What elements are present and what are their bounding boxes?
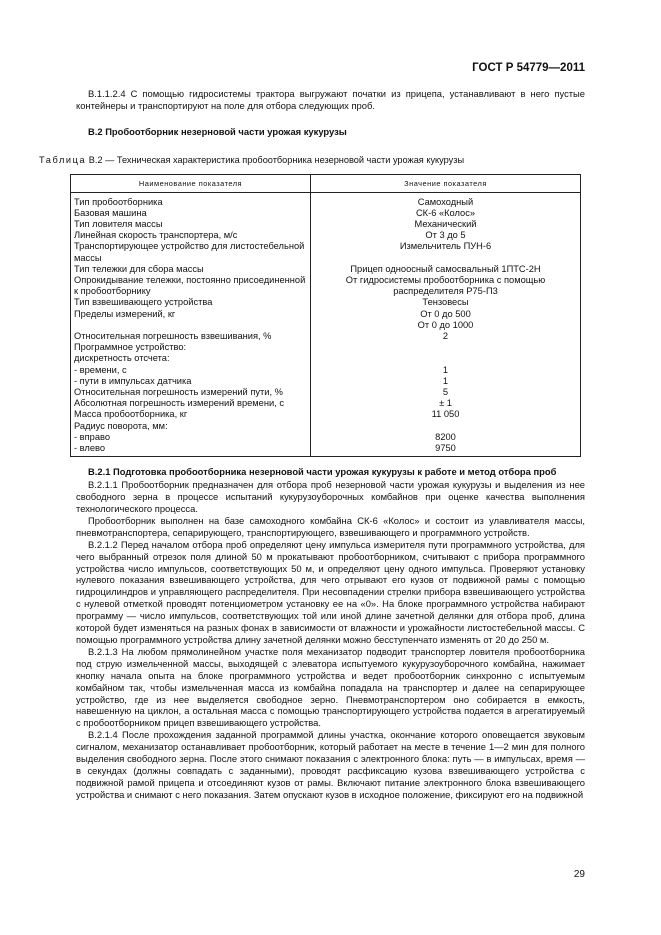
table-row (71, 443, 581, 457)
cell-name: Масса пробоотборника, кг (71, 409, 311, 420)
cell-value: 1 (311, 365, 581, 376)
table-row (71, 387, 581, 398)
cell-name: - влево (71, 443, 311, 457)
cell-value (311, 342, 581, 353)
table-caption-label: Таблица (39, 154, 87, 165)
paragraph: В.2.1.1 Пробоотборник предназначен для отбора проб незерновой части урожая кукурузы и выделения из нее свободного зерна в процессе испытаний кукурузоуборочных комбайнов при оценке качества выполнения технологического процесса. (76, 479, 585, 515)
subsection-title: В.2.1 Подготовка пробоотборника незерновой части урожая кукурузы к работе и метод отбора проб (88, 466, 557, 478)
table-row (71, 365, 581, 376)
cell-name: Опрокидывание тележки, постоянно присоединенной к пробоотборнику (71, 275, 311, 297)
table-row (71, 376, 581, 387)
table-row (71, 409, 581, 420)
table-caption-text: В.2 — Техническая характеристика пробоотборника незерновой части урожая кукурузы (86, 154, 465, 165)
intro-paragraph: В.1.1.2.4 С помощью гидросистемы трактора выгружают початки из прицепа, устанавливают в него пустые контейнеры и транспортируют на поле для отбора следующих проб. (76, 88, 585, 111)
spec-table (70, 174, 581, 458)
table-row (71, 275, 581, 297)
cell-value: От 0 до 1000 (311, 320, 581, 331)
paragraph: Пробоотборник выполнен на базе самоходного комбайна СК-6 «Колос» и состоит из улавливателя массы, пневмотранспортера, сепарирующего, транспортирующего, взвешивающего и программного устройств. (76, 514, 585, 538)
page-content (39, 88, 585, 801)
table-row (71, 421, 581, 432)
cell-name: Радиус поворота, мм: (71, 421, 311, 432)
cell-name (71, 320, 311, 331)
table-row (71, 331, 581, 342)
cell-value: ± 1 (311, 398, 581, 409)
table-row (71, 432, 581, 443)
table-row (71, 342, 581, 353)
table-row (71, 208, 581, 219)
paragraph: В.2.1.3 На любом прямолинейном участке поля механизатор подводит транспортер ловителя пробоотборника под струю измельченной массы, выходящей с элеватора испытуемого кукурузоуборочного комбайна, нажимает кнопку начала опыта на блоке программного устройства и ведет пробоотборник синхронно с испытуемым комбайном так, чтобы измельченная масса из комбайна попадала на транспортер и далее на сепарирующее устройство, где из нее выделяется свободное зерно. Пневмотранспортером оно собирается в емкость, навешенную на циклон, а остальная масса с помощью транспортирующего устройства подается в агрегатируемый с пробоотборником прицеп взвешивающего устройства. (76, 645, 585, 729)
cell-name: Тип тележки для сбора массы (71, 264, 311, 275)
cell-name: Тип ловителя массы (71, 219, 311, 230)
table-row (71, 353, 581, 364)
section-title: В.2 Пробоотборник незерновой части урожая кукурузы (88, 125, 347, 137)
table-row (71, 241, 581, 263)
cell-value: Самоходный (311, 192, 581, 208)
cell-name: дискретность отсчета: (71, 353, 311, 364)
standard-code: ГОСТ Р 54779—2011 (472, 62, 585, 74)
cell-name: Программное устройство: (71, 342, 311, 353)
cell-value: 11 050 (311, 409, 581, 420)
paragraph: В.2.1.4 После прохождения заданной программой длины участка, окончание которого оповещается звуковым сигналом, механизатор останавливает пробоотборник, который работает на месте в течение 1—2 мин для полного выделения свободного зерна. После этого снимают показания с электронного блока: путь — в импульсах, время — в секундах (должны совпадать с заданными), проводят расфиксацию кузова взвешивающего устройства с подвижной рамой прицепа и отсоединяют кузов от рамы. Включают питание электронного блока взвешивающего устройства и снимают с него показания. Затем опускают кузов в исходное положение, фиксируют его на подвижной (76, 729, 585, 800)
cell-value: 5 (311, 387, 581, 398)
table-row (71, 192, 581, 208)
cell-value: 2 (311, 331, 581, 342)
cell-value (311, 353, 581, 364)
cell-name: Тип взвешивающего устройства (71, 297, 311, 308)
table-row (71, 264, 581, 275)
cell-name: Тип пробоотборника (71, 192, 311, 208)
cell-name: - пути в импульсах датчика (71, 376, 311, 387)
cell-name: - вправо (71, 432, 311, 443)
table-row (71, 320, 581, 331)
cell-value: От 0 до 500 (311, 309, 581, 320)
cell-value: Тензовесы (311, 297, 581, 308)
cell-value: Механический (311, 219, 581, 230)
cell-value: Измельчитель ПУН-6 (311, 241, 581, 263)
cell-name: Относительная погрешность взвешивания, % (71, 331, 311, 342)
cell-value: СК-6 «Колос» (311, 208, 581, 219)
cell-name: - времени, с (71, 365, 311, 376)
column-header-value: Значение показателя (311, 174, 581, 192)
table-row (71, 219, 581, 230)
cell-value: 9750 (311, 443, 581, 457)
table-caption (39, 155, 585, 167)
cell-value: От 3 до 5 (311, 230, 581, 241)
table-row (71, 230, 581, 241)
cell-value: Прицеп одноосный самосвальный 1ПТС-2Н (311, 264, 581, 275)
cell-value (311, 421, 581, 432)
table-header-row (71, 174, 581, 192)
cell-value: От гидросистемы пробоотборника с помощью распределителя Р75-П3 (311, 275, 581, 297)
cell-name: Абсолютная погрешность измерений времени, с (71, 398, 311, 409)
column-header-name: Наименование показателя (71, 174, 311, 192)
table-row (71, 309, 581, 320)
table-row (71, 398, 581, 409)
page-number: 29 (573, 869, 585, 880)
cell-name: Транспортирующее устройство для листостебельной массы (71, 241, 311, 263)
cell-name: Базовая машина (71, 208, 311, 219)
cell-value: 1 (311, 376, 581, 387)
cell-name: Линейная скорость транспортера, м/с (71, 230, 311, 241)
cell-name: Пределы измерений, кг (71, 309, 311, 320)
paragraph: В.2.1.2 Перед началом отбора проб определяют цену импульса измерителя пути программного устройства, для чего выбранный отрезок поля длиной 50 м прокатывают пробоотборником, считывают с прибора программного устройства число импульсов, соответствующих 50 м, и определяют цену одного импульса. Проверяют установку нулевого показания взвешивающего устройства, для чего отрывают его кузов от подвижной рамы с помощью гидроцилиндров и управляющего распределителя. При несовпадении стрелки прибора взвешивающего устройства с нулевой отметкой проводят потенциометром установку ее на «0». На блоке программного устройства набирают программу — число импульсов, соответствующих той или иной длине зачетной делянки для отбора проб, длина которой будет изменяться на разных фонах в зависимости от влажности и урожайности листостебельной массы. С помощью программного устройства длину зачетной делянки можно бесступенчато изменять от 20 до 250 м. (76, 538, 585, 645)
cell-name: Относительная погрешность измерений пути, % (71, 387, 311, 398)
table-row (71, 297, 581, 308)
cell-value: 8200 (311, 432, 581, 443)
